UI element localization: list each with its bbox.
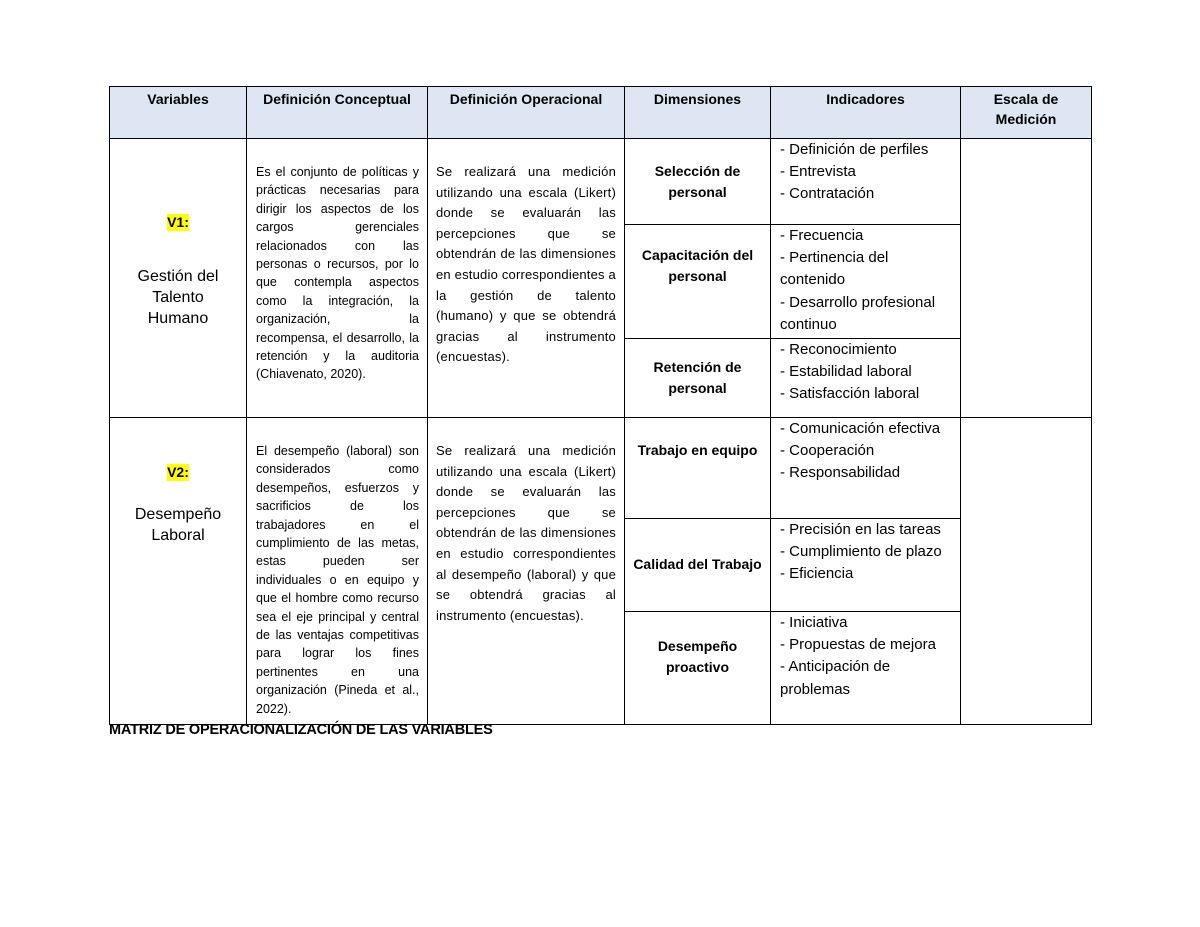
conceptual-definition: Es el conjunto de políticas y prácticas necesarias para dirigir los aspectos de los cargos gerenciales relacionados con las personas o recursos, por lo que contempla aspectos como la integración, la organización, la recompensa, el desarrollo, la retención y la auditoria (Chiavenato, 2020). [247, 139, 428, 418]
indicator-item: - Comunicación efectiva [780, 420, 941, 438]
header-indicators: Indicadores [771, 87, 961, 139]
indicator-item: - Satisfacción laboral [780, 385, 920, 403]
header-dimensions: Dimensiones [625, 87, 771, 139]
dimension-cell: Selección de personal [625, 139, 771, 225]
indicator-item: - Cumplimiento de plazo [780, 543, 942, 561]
table-row [110, 418, 1092, 519]
indicator-item: - Contratación [780, 185, 875, 203]
indicators-cell [771, 611, 961, 724]
dimension-cell: Desempeño proactivo [625, 611, 771, 724]
indicator-item: - Iniciativa [780, 613, 848, 631]
indicators-cell [771, 339, 961, 418]
operational-definition: Se realizará una medición utilizando una escala (Likert) donde se evaluarán las percepciones que se obtendrán de las dimensiones en estudio correspondientes a la gestión de talento (humano) y que se obtendrá gracias al instrumento (encuestas). [428, 139, 625, 418]
indicators-cell [771, 225, 961, 339]
header-variables: Variables [110, 87, 247, 139]
variable-cell [110, 139, 247, 418]
indicator-item: - Responsabilidad [780, 464, 901, 482]
table-row [110, 139, 1092, 225]
indicator-item: - Reconocimiento [780, 341, 897, 359]
variable-name: Desempeño Laboral [134, 506, 222, 545]
dimension-cell: Trabajo en equipo [625, 418, 771, 519]
dimension-cell: Calidad del Trabajo [625, 519, 771, 612]
indicator-item: - Estabilidad laboral [780, 363, 912, 381]
indicator-item: - Pertinencia del contenido [780, 249, 889, 289]
indicators-cell [771, 418, 961, 519]
indicator-item: - Cooperación [780, 442, 875, 460]
variable-code: V1: [167, 213, 189, 230]
header-measurement-scale: Escala de Medición [961, 87, 1092, 139]
indicators-cell [771, 139, 961, 225]
variable-cell [110, 418, 247, 725]
indicator-item: - Frecuencia [780, 227, 864, 244]
scale-cell [961, 139, 1092, 418]
indicator-item: - Propuestas de mejora [780, 636, 936, 654]
indicator-item: - Definición de perfiles [780, 141, 929, 158]
header-operational-definition: Definición Operacional [428, 87, 625, 139]
dimension-cell: Capacitación del personal [625, 225, 771, 339]
indicator-item: - Anticipación de problemas [780, 658, 891, 698]
header-conceptual-definition: Definición Conceptual [247, 87, 428, 139]
variable-name: Gestión del Talento Humano [137, 267, 219, 327]
variable-code: V2: [167, 464, 189, 481]
header-row [110, 87, 1092, 139]
scale-cell [961, 418, 1092, 725]
indicator-item: - Eficiencia [780, 565, 854, 583]
table-caption: MATRIZ DE OPERACIONALIZACIÓN DE LAS VARIABLES [109, 722, 493, 738]
dimension-cell: Retención de personal [625, 339, 771, 418]
indicator-item: - Precisión en las tareas [780, 521, 941, 539]
operational-definition: Se realizará una medición utilizando una escala (Likert) donde se evaluarán las percepciones que se obtendrán de las dimensiones en estudio correspondientes al desempeño (laboral) y que se obtendrá gracias al instrumento (encuestas). [428, 418, 625, 725]
operationalization-matrix [109, 86, 1092, 725]
conceptual-definition: El desempeño (laboral) son considerados como desempeños, esfuerzos y sacrificios de los trabajadores en el cumplimiento de las metas, estas pueden ser individuales o en equipo y que el hombre como recurso sea el eje principal y central de las ventajas competitivas para lograr los fines pertinentes en una organización (Pineda et al., 2022). [247, 418, 428, 725]
indicator-item: - Desarrollo profesional continuo [780, 293, 936, 333]
indicator-item: - Entrevista [780, 163, 856, 181]
indicators-cell [771, 519, 961, 612]
